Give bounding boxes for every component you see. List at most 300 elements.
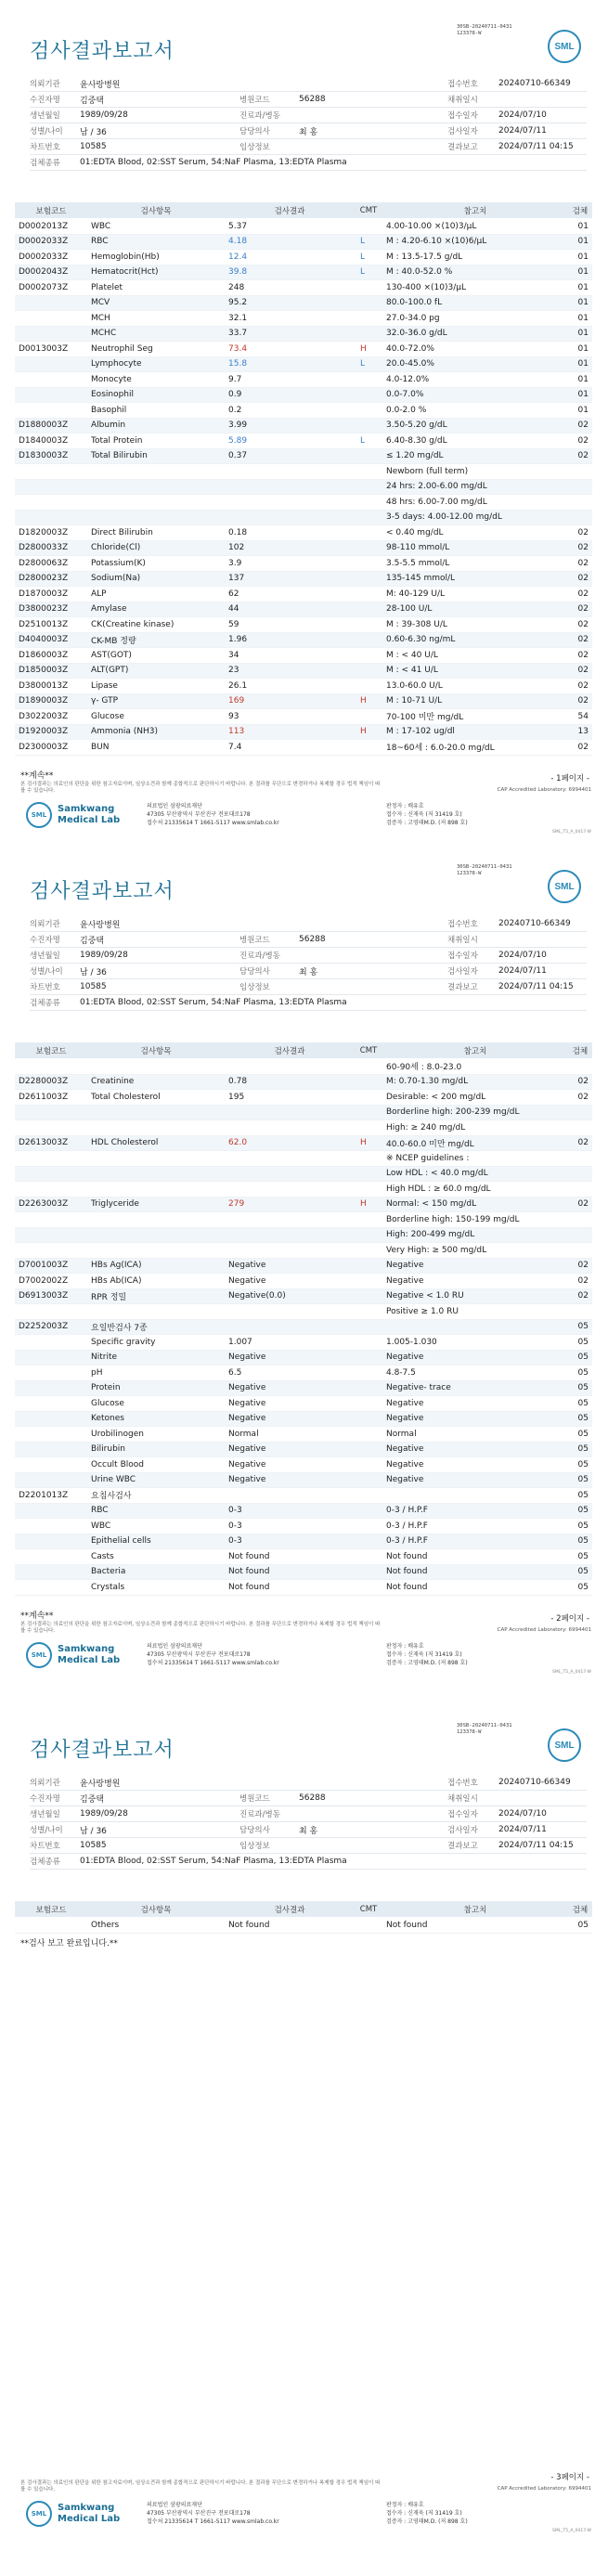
info-row bbox=[30, 979, 587, 995]
row-spec: 05 bbox=[577, 1367, 589, 1378]
row-spec: 01 bbox=[577, 282, 589, 292]
info-label-hospital: 의뢰기관 bbox=[30, 920, 60, 929]
info-value-birth: 1989/09/28 bbox=[80, 1809, 128, 1819]
row-item: Amylase bbox=[91, 604, 127, 615]
row-spec: 02 bbox=[577, 604, 589, 615]
row-spec: 01 bbox=[577, 221, 589, 231]
info-label-birth: 생년월일 bbox=[30, 111, 60, 121]
header-ref: 참고치 bbox=[463, 1046, 487, 1056]
info-label-report_date: 결과보고 bbox=[447, 143, 478, 152]
result-row bbox=[15, 664, 592, 680]
row-ref: Not found bbox=[386, 1551, 428, 1561]
report-page bbox=[0, 0, 608, 840]
info-label-birth: 생년월일 bbox=[30, 1810, 60, 1819]
row-item: Eosinophil bbox=[91, 390, 135, 400]
row-ref: M: 40-129 U/L bbox=[386, 589, 446, 599]
info-row bbox=[30, 1791, 587, 1806]
info-label-sexage: 성별/나이 bbox=[30, 1826, 63, 1835]
row-result: 15.8 bbox=[228, 359, 248, 369]
info-label-memo: 임상정보 bbox=[239, 1842, 270, 1851]
row-ref: 3.5-5.5 mmol/L bbox=[386, 558, 450, 568]
result-row bbox=[15, 725, 592, 741]
row-result: 0.2 bbox=[228, 405, 242, 415]
row-spec: 05 bbox=[577, 1459, 589, 1469]
row-spec: 02 bbox=[577, 742, 589, 752]
row-item: RBC bbox=[91, 237, 109, 247]
footer-logo: SML bbox=[26, 802, 52, 828]
cap-accreditation: CAP Accredited Laboratory: 6994401 bbox=[497, 1627, 591, 1633]
info-value-test_date: 2024/07/11 bbox=[498, 966, 547, 976]
row-ref: Desirable: < 200 mg/dL bbox=[386, 1092, 486, 1102]
row-item: HDL Cholesterol bbox=[91, 1138, 159, 1148]
row-ref: M: 0.70-1.30 mg/dL bbox=[386, 1077, 469, 1087]
result-row bbox=[15, 1549, 592, 1565]
info-row bbox=[30, 1775, 587, 1791]
header-ref: 참고치 bbox=[463, 206, 487, 216]
info-row bbox=[30, 916, 587, 932]
row-ref: 4.8-7.5 bbox=[386, 1367, 416, 1378]
header-result: 검사결과 bbox=[274, 1905, 305, 1915]
row-spec: 05 bbox=[577, 1429, 589, 1439]
row-spec: 01 bbox=[577, 329, 589, 339]
result-row bbox=[15, 1427, 592, 1443]
info-row bbox=[30, 92, 587, 108]
row-code: D7002002Z bbox=[19, 1275, 69, 1286]
row-result: Negative bbox=[228, 1353, 266, 1363]
info-label-hospital: 의뢰기관 bbox=[30, 1779, 60, 1788]
row-item: ALP bbox=[91, 589, 107, 599]
row-ref: M : 17-102 ug/dl bbox=[386, 727, 455, 737]
row-spec: 05 bbox=[577, 1582, 589, 1592]
report-title: 검사결과보고서 bbox=[30, 1738, 175, 1761]
row-code: D0002033Z bbox=[19, 252, 69, 262]
row-spec: 05 bbox=[577, 1353, 589, 1363]
row-spec: 05 bbox=[577, 1383, 589, 1393]
header-item: 검사항목 bbox=[140, 206, 172, 216]
result-row bbox=[15, 556, 592, 572]
footer-addr-3: 접수처 21335614 T 1661-5117 www.smlab.co.kr bbox=[147, 820, 279, 826]
footer-address bbox=[147, 1642, 279, 1667]
info-value-chart: 10585 bbox=[80, 1841, 107, 1850]
info-label-doctor: 담당의사 bbox=[239, 967, 270, 977]
info-label-sexage: 성별/나이 bbox=[30, 127, 63, 136]
row-spec: 02 bbox=[577, 435, 589, 446]
row-spec: 05 bbox=[577, 1567, 589, 1577]
row-ref: 40.0-72.0% bbox=[386, 343, 434, 354]
row-item: RPR 정밀 bbox=[91, 1292, 127, 1302]
result-row bbox=[15, 1320, 592, 1336]
result-row bbox=[15, 1412, 592, 1428]
row-item: 요일반검사 7종 bbox=[91, 1323, 148, 1333]
row-code: D7001003Z bbox=[19, 1261, 69, 1271]
row-ref: Negative bbox=[386, 1275, 424, 1286]
row-result: Negative bbox=[228, 1275, 266, 1286]
row-result: 93 bbox=[228, 711, 239, 721]
row-ref: 0.0-2.0 % bbox=[386, 405, 427, 415]
document-code bbox=[457, 864, 512, 877]
notice-text: 본 검사결과는 의료인의 판단을 위한 참고자료이며, 임상소견과 함께 종합적으로 판단하시기 바랍니다. 본 결과를 무단으로 변경하거나 복제할 경우 법적 책임이 따를 수 있습니다. bbox=[20, 782, 381, 794]
row-result: 113 bbox=[228, 727, 245, 737]
row-result: Not found bbox=[228, 1551, 270, 1561]
row-item: RBC bbox=[91, 1506, 109, 1516]
row-code: D2263003Z bbox=[19, 1199, 69, 1210]
row-item: Sodium(Na) bbox=[91, 574, 141, 584]
info-value-receipt: 20240710-66349 bbox=[498, 1778, 571, 1787]
row-ref: M : 39-308 U/L bbox=[386, 619, 447, 629]
footer-name-1: Samkwang bbox=[58, 1644, 115, 1654]
row-result: 0.37 bbox=[228, 451, 248, 461]
doc-code-2: 123378-W bbox=[457, 1729, 482, 1735]
sml-logo: SML bbox=[548, 1728, 581, 1762]
result-row bbox=[15, 1565, 592, 1581]
row-code: D1850003Z bbox=[19, 666, 69, 676]
row-result: 73.4 bbox=[228, 343, 248, 354]
row-spec: 01 bbox=[577, 252, 589, 262]
row-ref: 0.0-7.0% bbox=[386, 390, 424, 400]
info-label-memo: 임상정보 bbox=[239, 983, 270, 992]
row-ref: Negative bbox=[386, 1475, 424, 1485]
row-item: Triglyceride bbox=[91, 1199, 139, 1210]
footer-addr-1: 의료법인 삼광의료재단 bbox=[147, 803, 202, 809]
row-result: 34 bbox=[228, 650, 239, 660]
row-ref: 98-110 mmol/L bbox=[386, 543, 450, 553]
row-ref: ※ NCEP guidelines : bbox=[386, 1153, 470, 1163]
row-item: Albumin bbox=[91, 421, 126, 431]
result-row bbox=[15, 1381, 592, 1397]
info-row bbox=[30, 76, 587, 92]
result-row bbox=[15, 709, 592, 725]
row-result: Normal bbox=[228, 1429, 259, 1439]
row-ref: Negative bbox=[386, 1261, 424, 1271]
row-item: Glucose bbox=[91, 711, 124, 721]
row-code: D3800013Z bbox=[19, 680, 69, 691]
row-code: D1860003Z bbox=[19, 650, 69, 660]
info-row bbox=[30, 1838, 587, 1854]
footer-signatures bbox=[386, 802, 468, 827]
info-label-request_date: 채취일시 bbox=[447, 936, 478, 945]
row-ref: M : 4.20-6.10 ×(10)6/μL bbox=[386, 237, 487, 247]
result-row bbox=[15, 464, 592, 480]
row-spec: 02 bbox=[577, 680, 589, 691]
row-ref: 130-400 ×(10)3/μL bbox=[386, 282, 466, 292]
continue-mark: **계속** bbox=[20, 771, 54, 781]
row-item: WBC bbox=[91, 1521, 111, 1531]
result-row bbox=[15, 1182, 592, 1197]
results-table bbox=[15, 1059, 592, 1596]
row-ref: High: ≥ 240 mg/dL bbox=[386, 1122, 466, 1133]
row-ref: Positive ≥ 1.0 RU bbox=[386, 1306, 459, 1316]
row-item: AST(GOT) bbox=[91, 650, 132, 660]
info-label-dept: 진료과/병동 bbox=[239, 951, 280, 961]
row-cmt: L bbox=[360, 267, 366, 278]
info-row-container bbox=[30, 1854, 587, 1870]
row-code: D1920003Z bbox=[19, 727, 69, 737]
info-row bbox=[30, 1806, 587, 1822]
row-code: D1880003Z bbox=[19, 421, 69, 431]
header-result: 검사결과 bbox=[274, 1046, 305, 1056]
info-value-sexage: 남 / 36 bbox=[80, 967, 107, 977]
row-result: 0-3 bbox=[228, 1521, 242, 1531]
row-spec: 02 bbox=[577, 451, 589, 461]
info-value-birth: 1989/09/28 bbox=[80, 110, 128, 120]
footer-name-1: Samkwang bbox=[58, 804, 115, 814]
info-value-hospital: 윤사랑병원 bbox=[80, 80, 121, 90]
row-result: 195 bbox=[228, 1092, 245, 1102]
result-row bbox=[15, 572, 592, 588]
result-row bbox=[15, 480, 592, 496]
row-ref: M : < 41 U/L bbox=[386, 666, 438, 676]
result-row bbox=[15, 342, 592, 357]
result-row bbox=[15, 434, 592, 449]
info-value-receive_date: 2024/07/10 bbox=[498, 110, 547, 120]
row-result: 44 bbox=[228, 604, 239, 615]
result-row bbox=[15, 1167, 592, 1183]
info-value-doctor: 최 홍 bbox=[299, 127, 318, 137]
footer bbox=[15, 2495, 592, 2538]
header-spec: 검체 bbox=[572, 1905, 589, 1915]
row-spec: 02 bbox=[577, 696, 589, 706]
row-code: D3800023Z bbox=[19, 604, 69, 615]
row-item: Nitrite bbox=[91, 1353, 118, 1363]
row-code: D0002033Z bbox=[19, 237, 69, 247]
row-ref: 60-90세 : 8.0-23.0 bbox=[386, 1063, 462, 1073]
results-table-header bbox=[15, 1901, 592, 1917]
row-spec: 01 bbox=[577, 374, 589, 384]
info-value-doctor: 최 홍 bbox=[299, 967, 318, 977]
row-spec: 02 bbox=[577, 1199, 589, 1210]
row-spec: 01 bbox=[577, 313, 589, 323]
result-row bbox=[15, 1488, 592, 1504]
row-ref: Negative bbox=[386, 1398, 424, 1408]
result-row bbox=[15, 1534, 592, 1550]
doc-code-2: 123378-W bbox=[457, 871, 482, 876]
row-ref: Low HDL : < 40.0 mg/dL bbox=[386, 1169, 488, 1179]
row-ref: High: 200-499 mg/dL bbox=[386, 1230, 475, 1240]
info-value-hospital: 윤사랑병원 bbox=[80, 1779, 121, 1789]
row-spec: 05 bbox=[577, 1414, 589, 1424]
version-code: SML_T5_A_0417-W bbox=[551, 1670, 591, 1675]
info-label-chart: 차트번호 bbox=[30, 983, 60, 992]
row-code: D3022003Z bbox=[19, 711, 69, 721]
result-row bbox=[15, 1351, 592, 1366]
info-label-test_date: 검사일자 bbox=[447, 1826, 478, 1835]
info-label-receipt: 접수번호 bbox=[447, 920, 478, 929]
info-value-patient: 김중택 bbox=[80, 96, 105, 106]
row-code: D2201013Z bbox=[19, 1490, 69, 1500]
info-label-birth: 생년월일 bbox=[30, 951, 60, 961]
row-code: D1890003Z bbox=[19, 696, 69, 706]
row-spec: 02 bbox=[577, 1291, 589, 1301]
row-ref: 70-100 미만 mg/dL bbox=[386, 713, 464, 723]
result-row bbox=[15, 1259, 592, 1275]
row-item: Creatinine bbox=[91, 1077, 135, 1087]
footer-addr-1: 의료법인 삼광의료재단 bbox=[147, 2502, 202, 2508]
result-row bbox=[15, 388, 592, 404]
row-ref: High HDL : ≥ 60.0 mg/dL bbox=[386, 1184, 491, 1194]
row-result: Negative bbox=[228, 1475, 266, 1485]
row-cmt: H bbox=[360, 1138, 367, 1148]
result-row bbox=[15, 1106, 592, 1121]
info-label-dept: 진료과/병동 bbox=[239, 1810, 280, 1819]
info-label-request_date: 채취일시 bbox=[447, 1794, 478, 1804]
footer-sign-1: 판정자 : 배유호 bbox=[386, 1643, 424, 1650]
info-row bbox=[30, 1822, 587, 1838]
row-result: 279 bbox=[228, 1199, 245, 1210]
info-value-report_date: 2024/07/11 04:15 bbox=[498, 982, 574, 991]
footer-addr-2: 47305 부산광역시 부산진구 전포대로178 bbox=[147, 811, 251, 818]
row-item: Specific gravity bbox=[91, 1337, 156, 1347]
info-value-container: 01:EDTA Blood, 02:SST Serum, 54:NaF Plasma, 13:EDTA Plasma bbox=[80, 1857, 347, 1866]
row-item: Others bbox=[91, 1920, 120, 1930]
row-item: Potassium(K) bbox=[91, 558, 146, 568]
info-label-receive_date: 접수일자 bbox=[447, 1810, 478, 1819]
row-code: D2800033Z bbox=[19, 543, 69, 553]
result-row bbox=[15, 1304, 592, 1320]
header-item: 검사항목 bbox=[140, 1046, 172, 1056]
row-ref: 32.0-36.0 g/dL bbox=[386, 329, 447, 339]
row-spec: 05 bbox=[577, 1322, 589, 1332]
row-ref: Borderline high: 200-239 mg/dL bbox=[386, 1107, 520, 1118]
row-item: Platelet bbox=[91, 282, 123, 292]
info-row bbox=[30, 108, 587, 123]
row-result: 137 bbox=[228, 574, 245, 584]
row-item: pH bbox=[91, 1367, 103, 1378]
info-value-chart: 10585 bbox=[80, 142, 107, 151]
row-result: 0-3 bbox=[228, 1536, 242, 1547]
row-code: D0013003Z bbox=[19, 343, 69, 354]
row-cmt: L bbox=[360, 252, 366, 262]
info-label-container: 검체종류 bbox=[30, 1858, 60, 1867]
row-ref: 4.00-10.00 ×(10)3/μL bbox=[386, 221, 477, 231]
info-label-doctor: 담당의사 bbox=[239, 1826, 270, 1835]
row-spec: 05 bbox=[577, 1521, 589, 1531]
row-result: 95.2 bbox=[228, 298, 248, 308]
row-ref: 1.005-1.030 bbox=[386, 1337, 437, 1347]
results-table-header bbox=[15, 202, 592, 218]
row-result: 26.1 bbox=[228, 680, 248, 691]
header-code: 보험코드 bbox=[35, 1905, 67, 1915]
result-row bbox=[15, 1228, 592, 1244]
row-item: Total Protein bbox=[91, 435, 143, 446]
row-item: BUN bbox=[91, 742, 110, 752]
results-table bbox=[15, 219, 592, 756]
row-ref: Negative bbox=[386, 1459, 424, 1469]
result-row bbox=[15, 235, 592, 251]
row-spec: 02 bbox=[577, 1261, 589, 1271]
result-row bbox=[15, 327, 592, 343]
info-value-sexage: 남 / 36 bbox=[80, 127, 107, 137]
info-value-report_date: 2024/07/11 04:15 bbox=[498, 142, 574, 151]
footer-logo: SML bbox=[26, 1642, 52, 1668]
result-row bbox=[15, 1396, 592, 1412]
result-row bbox=[15, 1366, 592, 1381]
row-ref: M : < 40 U/L bbox=[386, 650, 438, 660]
row-item: Total Bilirubin bbox=[91, 451, 148, 461]
row-result: 102 bbox=[228, 543, 245, 553]
row-ref: 3-5 days: 4.00-12.00 mg/dL bbox=[386, 512, 502, 523]
result-row bbox=[15, 633, 592, 649]
info-label-dept: 진료과/병동 bbox=[239, 111, 280, 121]
info-label-hospital: 의뢰기관 bbox=[30, 80, 60, 89]
row-code: D4040003Z bbox=[19, 635, 69, 645]
report-complete-mark: **검사 보고 완료입니다.** bbox=[20, 1939, 118, 1948]
result-row bbox=[15, 1443, 592, 1458]
patient-info bbox=[30, 916, 587, 1011]
info-label-test_date: 검사일자 bbox=[447, 967, 478, 977]
row-result: 32.1 bbox=[228, 313, 248, 323]
info-value-receipt: 20240710-66349 bbox=[498, 79, 571, 88]
info-value-patient: 김중택 bbox=[80, 1794, 105, 1805]
row-code: D2300003Z bbox=[19, 742, 69, 752]
row-spec: 05 bbox=[577, 1506, 589, 1516]
row-result: Not found bbox=[228, 1567, 270, 1577]
result-row bbox=[15, 357, 592, 373]
footer bbox=[15, 1637, 592, 1679]
footer-address bbox=[147, 2501, 279, 2526]
row-item: Chloride(Cl) bbox=[91, 543, 141, 553]
info-value-code: 56288 bbox=[299, 935, 326, 944]
row-result: Negative bbox=[228, 1414, 266, 1424]
row-item: Casts bbox=[91, 1551, 114, 1561]
patient-info bbox=[30, 1775, 587, 1870]
row-item: MCHC bbox=[91, 329, 117, 339]
result-row bbox=[15, 1059, 592, 1075]
row-item: CK-MB 정량 bbox=[91, 636, 136, 646]
row-item: 요침사검사 bbox=[91, 1492, 132, 1502]
row-result: 5.89 bbox=[228, 435, 248, 446]
notice-text: 본 검사결과는 의료인의 판단을 위한 참고자료이며, 임상소견과 함께 종합적으로 판단하시기 바랍니다. 본 결과를 무단으로 변경하거나 복제할 경우 법적 책임이 따를 수 있습니다. bbox=[20, 2480, 381, 2492]
result-row bbox=[15, 1289, 592, 1305]
sml-logo: SML bbox=[548, 870, 581, 903]
header-cmt: CMT bbox=[359, 205, 378, 215]
row-result: 3.9 bbox=[228, 558, 242, 568]
row-item: Ketones bbox=[91, 1414, 124, 1424]
row-result: Negative bbox=[228, 1398, 266, 1408]
row-item: Basophil bbox=[91, 405, 127, 415]
info-value-report_date: 2024/07/11 04:15 bbox=[498, 1841, 574, 1850]
row-result: 7.4 bbox=[228, 742, 242, 752]
row-code: D1830003Z bbox=[19, 451, 69, 461]
row-item: ALT(GPT) bbox=[91, 666, 129, 676]
result-row bbox=[15, 648, 592, 664]
result-row bbox=[15, 1473, 592, 1489]
row-ref: Not found bbox=[386, 1920, 428, 1930]
row-item: Crystals bbox=[91, 1582, 125, 1592]
row-ref: 80.0-100.0 fL bbox=[386, 298, 443, 308]
row-spec: 02 bbox=[577, 1275, 589, 1286]
info-label-container: 검체종류 bbox=[30, 999, 60, 1008]
result-row bbox=[15, 372, 592, 388]
row-result: 62.0 bbox=[228, 1138, 248, 1148]
row-item: WBC bbox=[91, 221, 111, 231]
row-item: Neutrophil Seg bbox=[91, 343, 153, 354]
footer-addr-2: 47305 부산광역시 부산진구 전포대로178 bbox=[147, 1651, 251, 1658]
row-item: Glucose bbox=[91, 1398, 124, 1408]
row-ref: Negative < 1.0 RU bbox=[386, 1291, 464, 1301]
row-ref: Normal bbox=[386, 1429, 417, 1439]
footer-address bbox=[147, 802, 279, 827]
result-row bbox=[15, 1457, 592, 1473]
row-item: MCH bbox=[91, 313, 110, 323]
row-result: Negative bbox=[228, 1459, 266, 1469]
info-value-receive_date: 2024/07/10 bbox=[498, 1809, 547, 1819]
result-row bbox=[15, 1151, 592, 1167]
row-ref: Very High: ≥ 500 mg/dL bbox=[386, 1245, 487, 1255]
row-cmt: L bbox=[360, 435, 366, 446]
row-code: D2800023Z bbox=[19, 574, 69, 584]
row-spec: 02 bbox=[577, 1092, 589, 1102]
row-code: D6913003Z bbox=[19, 1291, 69, 1301]
